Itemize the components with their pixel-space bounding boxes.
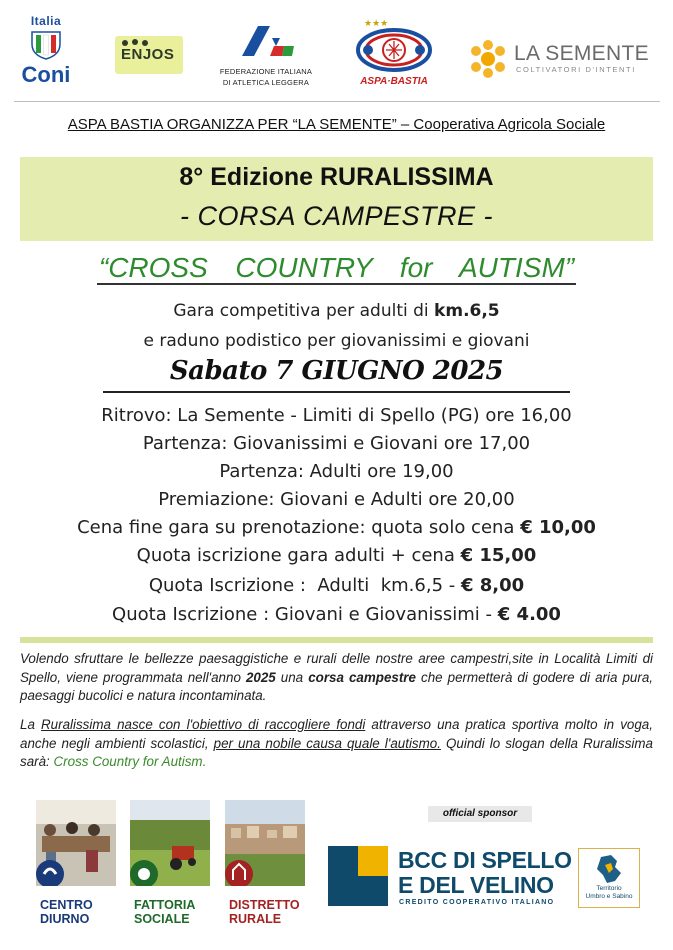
enjos-text: ENJOS xyxy=(121,46,175,63)
date-underline xyxy=(103,391,570,393)
coni-logo xyxy=(14,14,78,92)
centro-diurno-tile xyxy=(36,800,116,926)
schedule-row: Quota Iscrizione : Adulti km.6,5 - € 8,00 xyxy=(148,575,525,596)
semente-tagline: COLTIVATORI D'INTENTI xyxy=(516,65,636,74)
distretto-rurale-label: DISTRETTO RURALE xyxy=(229,898,300,926)
race-line-1-text: Gara competitiva per adulti di xyxy=(173,301,435,321)
fidal-logo xyxy=(218,24,314,94)
schedule-row: Ritrovo: La Semente - Limiti di Spello (PG) ore 16,00 xyxy=(101,405,572,426)
fattoria-sociale-label: FATTORIA SOCIALE xyxy=(134,898,196,926)
title-box xyxy=(20,157,653,241)
schedule-row: Cena fine gara su prenotazione: quota solo cena € 10,00 xyxy=(77,517,596,538)
section-divider xyxy=(20,637,653,643)
territorio-logo xyxy=(578,848,640,908)
territorio-line1: Territorio xyxy=(596,885,622,892)
distretto-rurale-tile xyxy=(225,800,305,926)
race-line-1 xyxy=(0,301,673,321)
aspa-bastia-logo xyxy=(348,16,440,86)
centro-diurno-photo xyxy=(36,800,116,886)
svg-text:★★★: ★★★ xyxy=(364,19,389,29)
bcc-mark-icon xyxy=(328,846,388,906)
race-line-2: e raduno podistico per giovanissimi e giovani xyxy=(143,331,530,351)
schedule-row: Quota Iscrizione : Giovani e Giovanissimi - € 4.00 xyxy=(112,604,561,625)
description-paragraph-2: La Ruralissima nasce con l'obiettivo di raccogliere fondi attraverso una pratica sportiva molto in voga, anche negli ambienti scolastici, per una nobile causa quale l'autismo. Quindi lo slogan della Ruralissima sarà: Cross Country for Autism. xyxy=(20,717,653,770)
aspa-emblem-icon xyxy=(348,16,440,74)
organizer-line: ASPA BASTIA ORGANIZZA PER “LA SEMENTE” – Cooperativa Agricola Sociale xyxy=(67,116,606,133)
event-date: Sabato 7 GIUGNO 2025 xyxy=(169,356,504,386)
edition-title: 8° Edizione RURALISSIMA xyxy=(179,163,494,191)
official-sponsor-label: official sponsor xyxy=(428,806,532,822)
bcc-name: BCC DI SPELLO E DEL VELINO xyxy=(398,847,572,898)
distretto-rurale-photo xyxy=(225,800,305,886)
header-divider xyxy=(14,101,660,102)
bcc-subtitle: CREDITO COOPERATIVO ITALIANO xyxy=(399,899,555,906)
territorio-line2: Umbro e Sabino xyxy=(585,893,633,900)
la-semente-logo xyxy=(466,38,658,80)
semente-flower-icon xyxy=(466,38,510,80)
race-distance: km.6,5 xyxy=(434,301,500,321)
schedule-row: Partenza: Giovanissimi e Giovani ore 17,00 xyxy=(142,433,531,454)
fidal-line1: FEDERAZIONE ITALIANA xyxy=(219,67,313,76)
region-map-icon xyxy=(593,853,625,885)
coni-shield-icon xyxy=(29,30,63,60)
semente-name: LA SEMENTE xyxy=(514,42,649,65)
fattoria-sociale-tile xyxy=(130,800,210,926)
aspa-text: ASPA·BASTIA xyxy=(360,76,428,87)
coni-italia-label: Italia xyxy=(30,14,62,28)
slogan-line xyxy=(0,252,673,284)
enjos-logo xyxy=(115,36,183,74)
fattoria-sociale-photo xyxy=(130,800,210,886)
fidal-mark-icon xyxy=(236,24,296,58)
centro-diurno-label: CENTRO DIURNO xyxy=(40,898,93,926)
fidal-line2: DI ATLETICA LEGGERA xyxy=(222,78,310,87)
schedule-row: Partenza: Adulti ore 19,00 xyxy=(219,461,454,482)
schedule-row: Quota iscrizione gara adulti + cena € 15,00 xyxy=(136,545,537,566)
corsa-campestre-subtitle: - CORSA CAMPESTRE - xyxy=(179,201,494,231)
description-paragraph-1: Volendo sfruttare le bellezze paesaggistiche e rurali delle nostre aree campestri,site in Località Limiti di Spello, viene programmata nell'anno 2025 una corsa campestre che permetterà di godere di aria pura, paesaggi bucolici e natura incontaminata. xyxy=(20,651,653,704)
cross-country-slogan: “CROSS COUNTRY for AUTISM” xyxy=(98,252,575,283)
coni-wordmark: Coni xyxy=(21,62,71,87)
schedule-row: Premiazione: Giovani e Adulti ore 20,00 xyxy=(158,489,515,510)
